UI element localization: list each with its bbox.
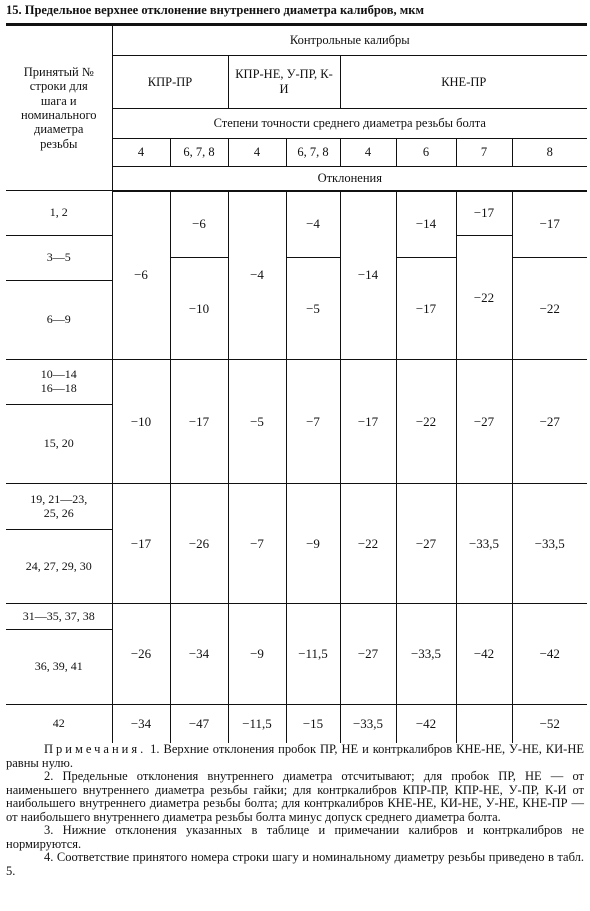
- value-cell: −14: [396, 191, 456, 258]
- grade-header: 7: [456, 139, 512, 167]
- value-cell: −27: [512, 360, 587, 484]
- value-cell: −6: [170, 191, 228, 258]
- value-cell: −5: [286, 258, 340, 360]
- note-1: [6, 743, 584, 770]
- value-cell: −22: [512, 258, 587, 360]
- note-4: 4. Соответствие принятого номера строки шагу и номинальному диаметру резьбы приведено в табл. 5.: [6, 850, 584, 878]
- grade-header: 4: [112, 139, 170, 167]
- row-label-cell: 19, 21—23, 25, 26: [6, 484, 112, 530]
- control-gauges-header: Контрольные калибры: [112, 26, 587, 56]
- notes-heading: Примечания.: [44, 742, 147, 756]
- value-cell: −6: [112, 191, 170, 360]
- value-cell: −42: [396, 705, 456, 743]
- value-cell: −7: [286, 360, 340, 484]
- value-cell: −17: [396, 258, 456, 360]
- table-title: 15. Предельное верхнее отклонение внутреннего диаметра калибров, мкм: [6, 3, 424, 17]
- note-2: 2. Предельные отклонения внутреннего диаметра отсчитывают; для пробок ПР, НЕ — от наименьшего внутреннего диаметра резьбы гайки; для контркалибров КПР-ПР, КПР-НЕ, У-ПР, К-И от наибольшего внутреннего диаметра резьбы болта; для контркалибров КНЕ-НЕ, КИ-НЕ, У-НЕ, КНЕ-ПР — от наибольшего внутреннего диаметра резьбы болта минус допуск среднего диаметра болта.: [6, 769, 584, 824]
- value-cell: −27: [340, 604, 396, 705]
- value-cell: −33,5: [396, 604, 456, 705]
- grade-header: 6: [396, 139, 456, 167]
- value-cell: −34: [170, 604, 228, 705]
- value-cell: −17: [170, 360, 228, 484]
- note-3: 3. Нижние отклонения указанных в таблице и примечании калибров и контркалибров не нормируются.: [6, 823, 584, 851]
- row-label-cell: 10—14 16—18: [6, 360, 112, 405]
- row-label-header: Принятый № строки для шага и номинального диаметра резьбы: [6, 26, 112, 191]
- value-cell: −42: [512, 604, 587, 705]
- group-header-kpr-ne: КПР-НЕ, У-ПР, К-И: [228, 56, 340, 109]
- value-cell: −26: [112, 604, 170, 705]
- accuracy-header: Степени точности среднего диаметра резьбы болта: [112, 109, 587, 139]
- table-row: [6, 191, 587, 214]
- value-cell: −4: [228, 191, 286, 360]
- value-cell: −17: [340, 360, 396, 484]
- value-cell: −7: [228, 484, 286, 604]
- value-cell: [456, 705, 512, 743]
- grade-header: 6, 7, 8: [170, 139, 228, 167]
- deviations-header: Отклонения: [112, 167, 587, 191]
- value-cell: −22: [396, 360, 456, 484]
- value-cell: −9: [286, 484, 340, 604]
- value-cell: −52: [512, 705, 587, 743]
- row-label-cell: 36, 39, 41: [6, 630, 112, 705]
- row-label-cell: 31—35, 37, 38: [6, 604, 112, 630]
- table-row: [6, 484, 587, 530]
- value-cell: −33,5: [512, 484, 587, 604]
- grade-header: 8: [512, 139, 587, 167]
- value-cell: −42: [456, 604, 512, 705]
- grade-header: 4: [228, 139, 286, 167]
- row-label-cell: 42: [6, 705, 112, 743]
- row-label-cell: 6—9: [6, 281, 112, 360]
- value-cell: −34: [112, 705, 170, 743]
- row-label-cell: 3—5: [6, 236, 112, 281]
- value-cell: −5: [228, 360, 286, 484]
- value-cell: −33,5: [456, 484, 512, 604]
- deviation-table: [6, 25, 587, 743]
- value-cell: −10: [112, 360, 170, 484]
- value-cell: −14: [340, 191, 396, 360]
- group-header-kpr-pr: КПР-ПР: [112, 56, 228, 109]
- table-body: [6, 191, 587, 743]
- value-cell: −33,5: [340, 705, 396, 743]
- table-row: [6, 360, 587, 405]
- value-cell: −26: [170, 484, 228, 604]
- value-cell: −11,5: [228, 705, 286, 743]
- value-cell: −17: [456, 191, 512, 236]
- value-cell: −27: [396, 484, 456, 604]
- value-cell: −4: [286, 191, 340, 258]
- group-header-kne-pr: КНЕ-ПР: [340, 56, 587, 109]
- table-row: [6, 604, 587, 630]
- grade-header: 6, 7, 8: [286, 139, 340, 167]
- value-cell: −10: [170, 258, 228, 360]
- value-cell: −47: [170, 705, 228, 743]
- row-label-cell: 24, 27, 29, 30: [6, 530, 112, 604]
- value-cell: −22: [340, 484, 396, 604]
- notes: [6, 743, 584, 878]
- table-row: [6, 705, 587, 743]
- value-cell: −17: [512, 191, 587, 258]
- value-cell: −9: [228, 604, 286, 705]
- note-1-text: 1. Верхние отклонения пробок ПР, НЕ и контркалибров КНЕ-НЕ, У-НЕ, КИ-НЕ равны нулю.: [6, 742, 585, 770]
- row-label-cell: 1, 2: [6, 191, 112, 236]
- value-cell: −15: [286, 705, 340, 743]
- grade-header: 4: [340, 139, 396, 167]
- value-cell: −17: [112, 484, 170, 604]
- value-cell: −11,5: [286, 604, 340, 705]
- value-cell: −27: [456, 360, 512, 484]
- value-cell: −22: [456, 236, 512, 360]
- row-label-cell: 15, 20: [6, 405, 112, 484]
